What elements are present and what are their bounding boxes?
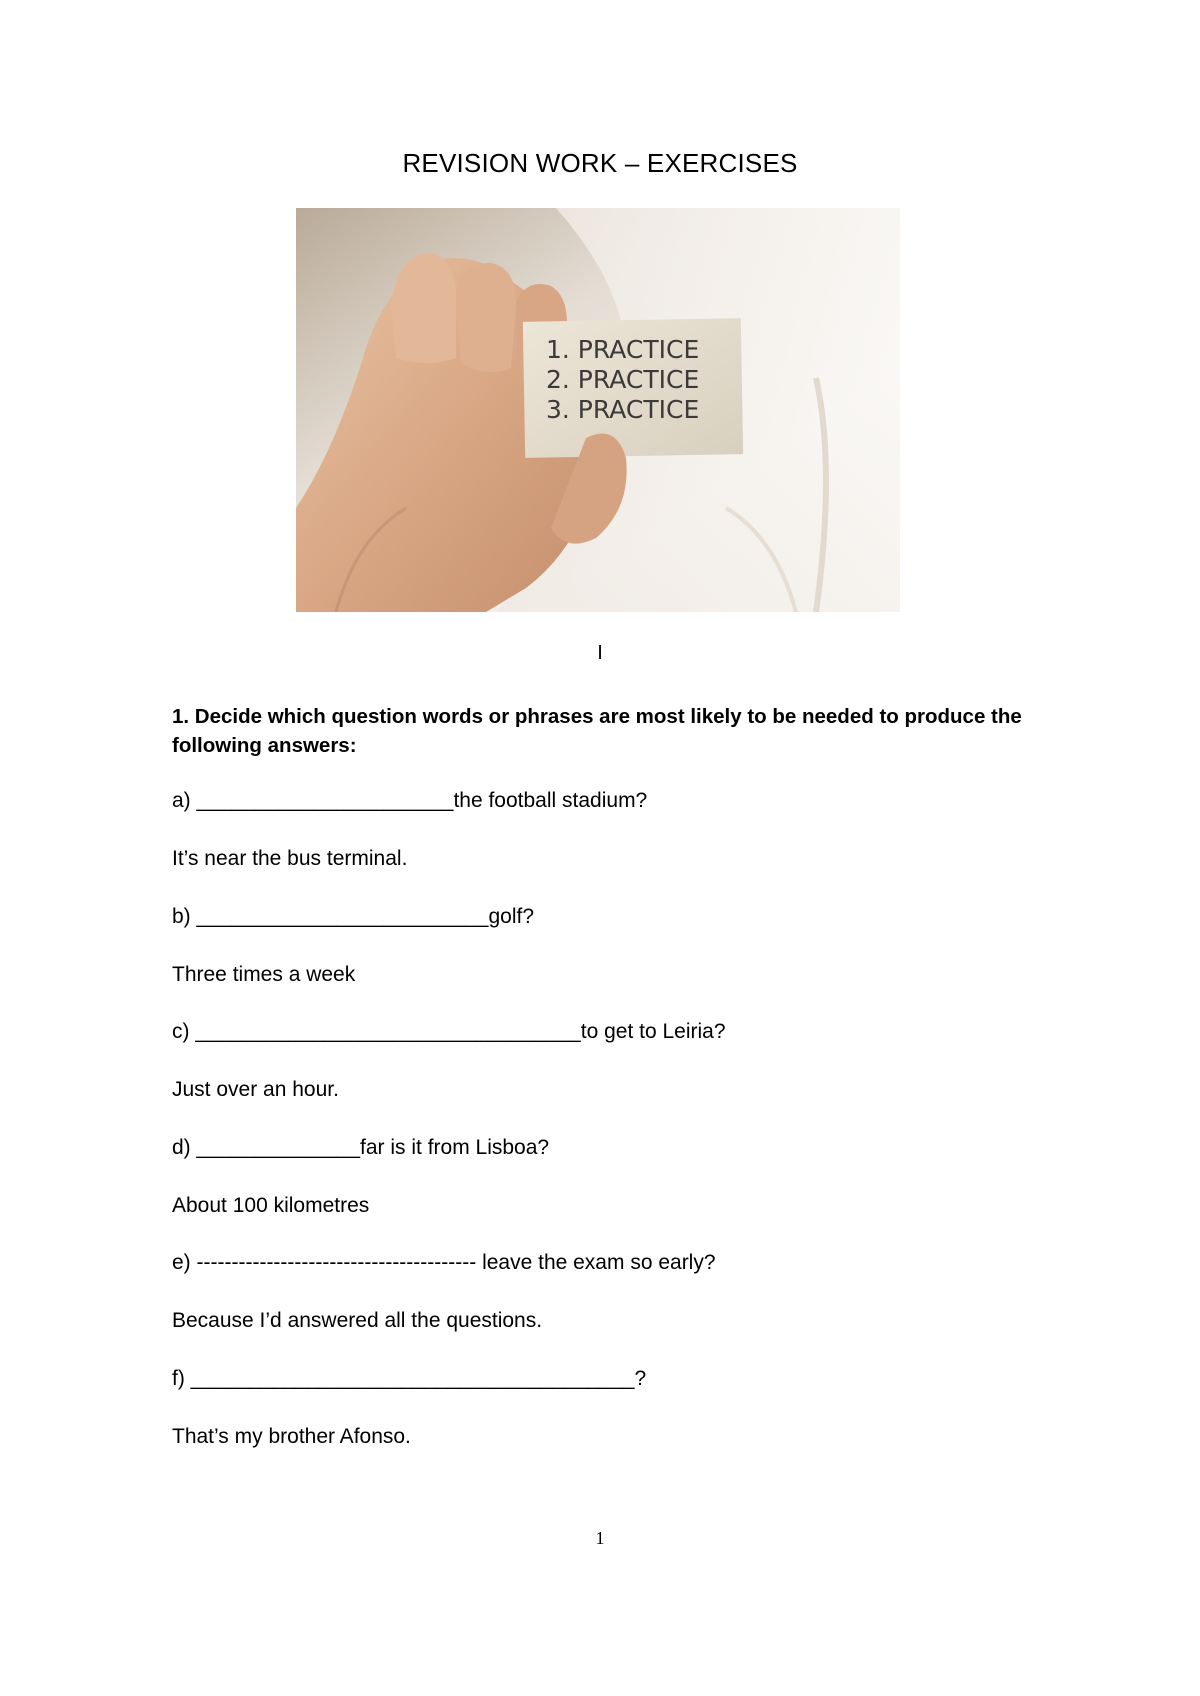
answer-d: About 100 kilometres: [172, 1194, 370, 1217]
prompt-b: b) _________________________golf?: [172, 905, 535, 928]
answer-e: Because I’d answered all the questions.: [172, 1309, 543, 1332]
question-heading: 1. Decide which question words or phrases are most likely to be needed to produce the following answers:: [172, 705, 1022, 757]
answer-f: That’s my brother Afonso.: [172, 1425, 411, 1448]
prompt-d: d) ______________far is it from Lisboa?: [172, 1136, 550, 1159]
prompt-f: f) ______________________________________?: [172, 1367, 647, 1390]
answer-c: Just over an hour.: [172, 1078, 339, 1101]
card-line-3: 3. PRACTICE: [546, 395, 700, 424]
page-number: 1: [595, 1528, 605, 1548]
answer-b: Three times a week: [172, 963, 356, 986]
answer-a: It’s near the bus terminal.: [172, 847, 408, 870]
card-line-2: 2. PRACTICE: [546, 365, 700, 394]
prompt-e: e) ---------------------------------------- leave the exam so early?: [172, 1251, 716, 1274]
section-number: I: [597, 642, 603, 664]
prompt-a: a) ______________________the football stadium?: [172, 789, 648, 812]
prompt-c: c) _________________________________to get to Leiria?: [172, 1020, 726, 1043]
card-line-1: 1. PRACTICE: [546, 335, 700, 364]
page-title: REVISION WORK – EXERCISES: [402, 148, 798, 178]
practice-card-photo: [296, 208, 900, 612]
